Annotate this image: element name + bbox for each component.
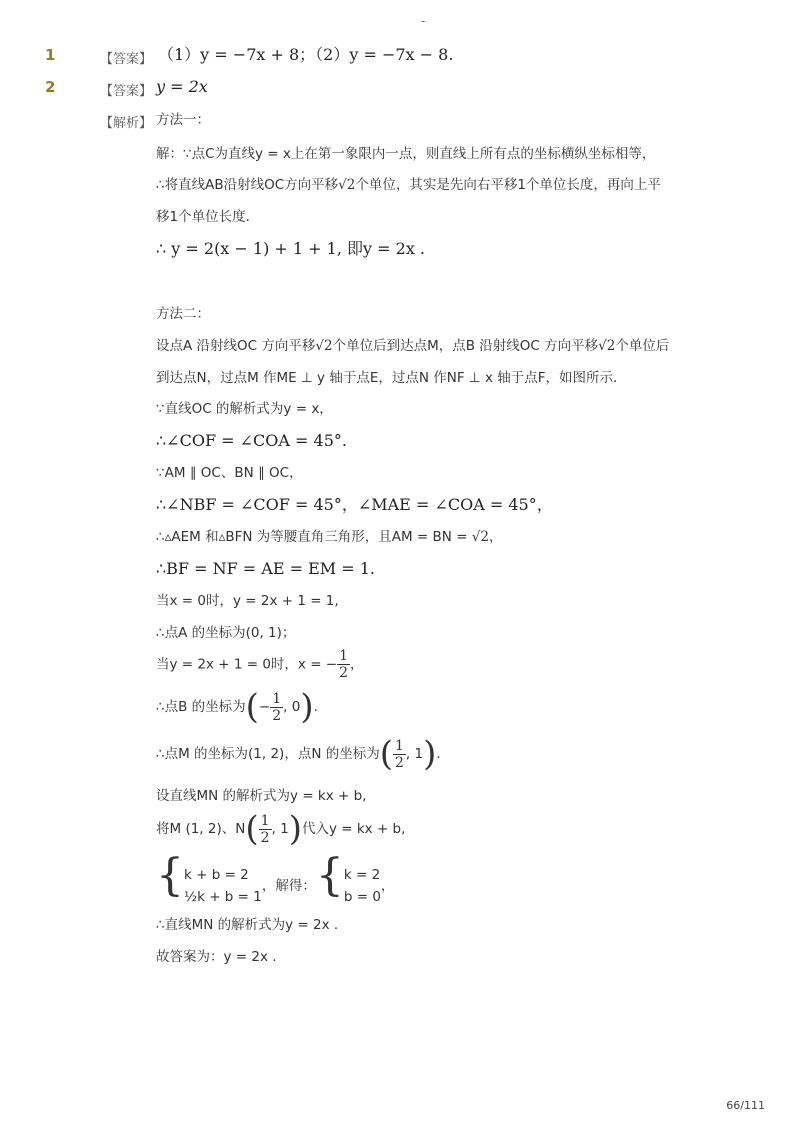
method2-line: ∴点B 的坐标为(− $\frac{1}{2}$ , 0). [156, 687, 318, 727]
method2-line: 设直线MN 的解析式为y = kx + b, [156, 788, 367, 804]
method2-line: ∴BF = NF = AE = EM = 1. [156, 559, 376, 578]
method2-line: ∵直线OC 的解析式为y = x， [156, 401, 333, 417]
question-number-1: 1 [45, 46, 56, 64]
method2-line: 设点A 沿射线OC 方向平移√2个单位后到达点M，点B 沿射线OC 方向平移√2个单位后 [156, 338, 670, 354]
method1-line: ∴ y = 2(x − 1) + 1 + 1, 即y = 2x . [156, 239, 426, 258]
answer-tag: 【答案】 [100, 84, 153, 99]
method2-line: ∴点M 的坐标为(1, 2)，点N 的坐标为( $\frac{1}{2}$ , 1). [156, 734, 441, 774]
q1-answer-text: （1）y = −7x + 8；（2）y = −7x − 8. [158, 45, 454, 64]
method2-line: ∴点A 的坐标为(0, 1)； [156, 625, 296, 641]
method1-line: ∴将直线AB沿射线OC方向平移√2个单位，其实是先向右平移1个单位长度，再向上平 [156, 177, 661, 193]
answer-tag: 【答案】 [100, 52, 153, 67]
top-mark: - [421, 14, 426, 28]
method2-line: ∴∠NBF = ∠COF = 45°，∠MAE = ∠COA = 45°， [156, 495, 553, 514]
method2-line: 将M (1, 2)、N( $\frac{1}{2}$ , 1)代入y = kx + b, [156, 809, 406, 849]
method2-line: ∴∠COF = ∠COA = 45°. [156, 431, 347, 450]
q2-answer: y = 2x [156, 77, 208, 96]
final-answer-line: 故答案为：y = 2x . [156, 949, 277, 965]
method2-line: 当y = 2x + 1 = 0时，x = − $\frac{1}{2}$ ， [156, 648, 364, 681]
method2-line: ∴▵AEM 和▵BFN 为等腰直角三角形，且AM = BN = √2， [156, 529, 503, 545]
analysis-tag: 【解析】 [100, 116, 153, 131]
equation-system: { k + b = 2 ½k + b = 1 ，解得：{ k = 2 b = 0 ， [156, 850, 395, 905]
method2-line: 当x = 0时，y = 2x + 1 = 1, [156, 593, 339, 609]
method1-title: 方法一： [156, 112, 210, 128]
method2-line: ∵AM ∥ OC、BN ∥ OC， [156, 465, 303, 481]
method2-title: 方法二： [156, 306, 210, 322]
method1-line: 移1个单位长度． [156, 209, 260, 225]
method2-line: 到达点N，过点M 作ME ⊥ y 轴于点E，过点N 作NF ⊥ x 轴于点F，如图所示． [156, 370, 627, 386]
question-number-2: 2 [45, 78, 56, 96]
page-number: 66/111 [726, 1099, 765, 1112]
method2-line: ∴直线MN 的解析式为y = 2x . [156, 917, 339, 933]
method1-line: 解：∵点C为直线y = x上在第一象限内一点，则直线上所有点的坐标横纵坐标相等， [156, 146, 656, 162]
